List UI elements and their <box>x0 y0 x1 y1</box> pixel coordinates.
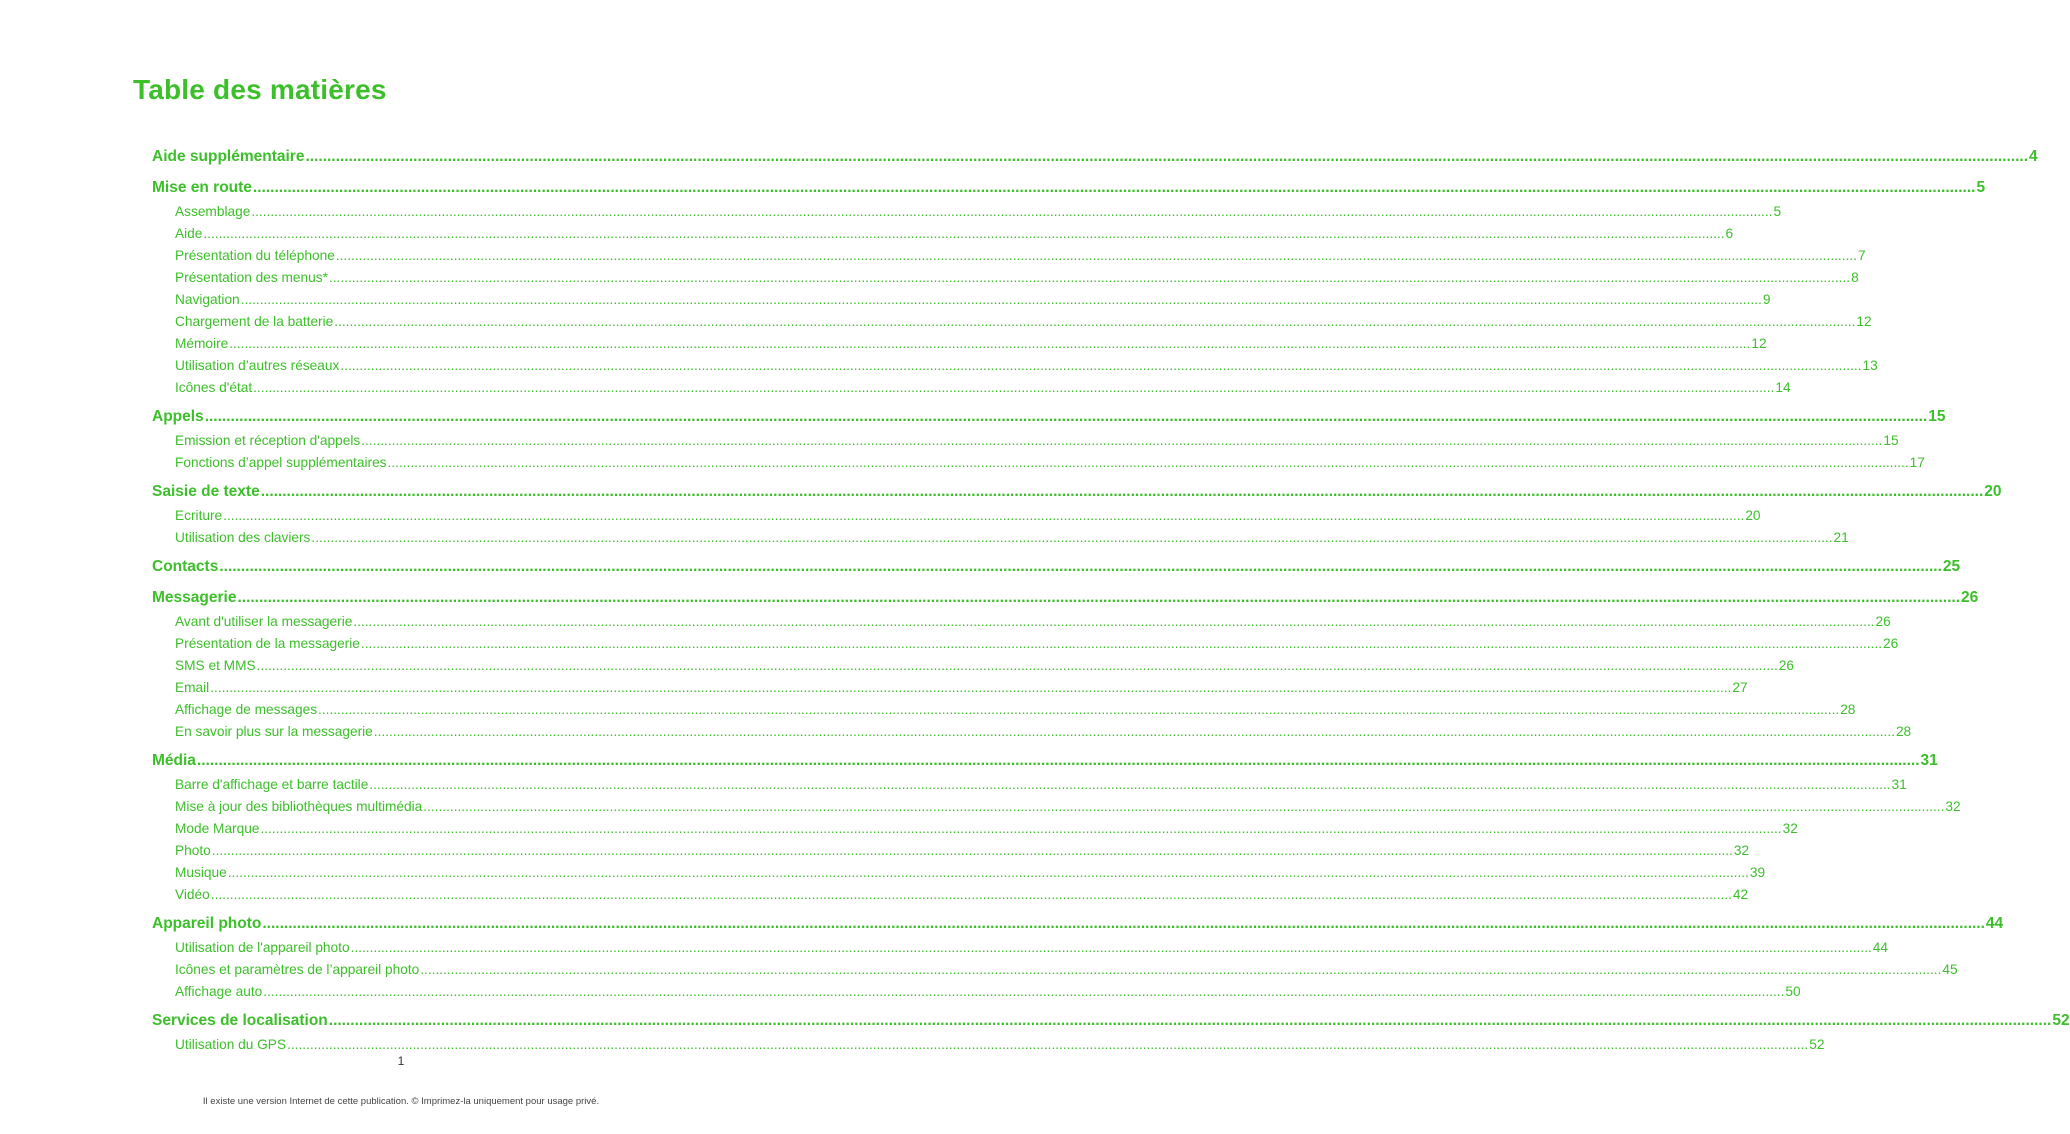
toc-section-label: Musique <box>175 865 227 880</box>
toc-section[interactable] <box>152 611 1891 633</box>
toc-section-label: Mémoire <box>175 336 229 351</box>
toc-section-page: 52 <box>1809 1037 1825 1052</box>
toc-section[interactable] <box>152 633 1899 655</box>
page-number: 1 <box>397 1054 405 1068</box>
toc-section-page: 9 <box>1762 292 1771 307</box>
toc-chapter-page: 44 <box>1985 915 2004 932</box>
toc-section[interactable] <box>152 289 1771 311</box>
leader-dots: ................................................................................................................................................................................................................................................................................................................................................................................................................ <box>227 865 1749 880</box>
toc-section[interactable] <box>152 527 1849 549</box>
toc-section[interactable] <box>152 840 1750 862</box>
toc-chapter-page: 52 <box>2052 1012 2070 1029</box>
toc-chapter-label: Média <box>152 752 196 769</box>
toc-section[interactable] <box>152 774 1907 796</box>
toc-section[interactable] <box>152 655 1794 677</box>
toc-chapter-page: 15 <box>1928 408 1946 425</box>
toc-chapter-page: 4 <box>2029 148 2038 165</box>
toc-section-page: 7 <box>1857 248 1866 263</box>
toc-section-page: 27 <box>1732 680 1748 695</box>
toc-section-page: 32 <box>1782 821 1798 836</box>
toc-chapter-label: Contacts <box>152 558 219 575</box>
leader-dots: ................................................................................................................................................................................................................................................................................................................................................................................................................ <box>229 336 1751 351</box>
toc-section[interactable] <box>152 201 1782 223</box>
toc-section-page: 5 <box>1773 204 1782 219</box>
leader-dots: ................................................................................................................................................................................................................................................................................................................................................................................................................ <box>196 752 1920 769</box>
toc-chapter-label: Mise en route <box>152 179 252 196</box>
leader-dots: ................................................................................................................................................................................................................................................................................................................................................................................................................ <box>204 408 1928 425</box>
toc-section-label: Assemblage <box>175 204 251 219</box>
leader-dots: ................................................................................................................................................................................................................................................................................................................................................................................................................ <box>318 702 1840 717</box>
toc-section[interactable] <box>152 333 1767 355</box>
toc-chapter[interactable] <box>152 1008 2070 1034</box>
toc-section-label: Chargement de la batterie <box>175 314 334 329</box>
toc-section-page: 12 <box>1856 314 1872 329</box>
toc-chapter[interactable] <box>152 748 1938 774</box>
leader-dots: ................................................................................................................................................................................................................................................................................................................................................................................................................ <box>335 248 1857 263</box>
toc-section[interactable] <box>152 245 1866 267</box>
leader-dots: ................................................................................................................................................................................................................................................................................................................................................................................................................ <box>263 984 1785 999</box>
leader-dots: ................................................................................................................................................................................................................................................................................................................................................................................................................ <box>262 915 1985 932</box>
toc-section-page: 6 <box>1725 226 1734 241</box>
toc-section-label: Icônes d'état <box>175 380 253 395</box>
toc-section-page: 42 <box>1732 887 1749 902</box>
toc-section-page: 17 <box>1909 455 1925 470</box>
leader-dots: ................................................................................................................................................................................................................................................................................................................................................................................................................ <box>237 589 1961 606</box>
toc-section-label: Fonctions d’appel supplémentaires <box>175 455 387 470</box>
toc-section-label: Utilisation du GPS <box>175 1037 287 1052</box>
toc-section-page: 21 <box>1833 530 1849 545</box>
toc-section-label: Utilisation de l'appareil photo <box>175 940 350 955</box>
leader-dots: ................................................................................................................................................................................................................................................................................................................................................................................................................ <box>420 962 1942 977</box>
toc-chapter-label: Messagerie <box>152 589 237 606</box>
leader-dots: ................................................................................................................................................................................................................................................................................................................................................................................................................ <box>210 680 1732 695</box>
leader-dots: ................................................................................................................................................................................................................................................................................................................................................................................................................ <box>361 433 1883 448</box>
leader-dots: ................................................................................................................................................................................................................................................................................................................................................................................................................ <box>423 799 1945 814</box>
toc-section-page: 13 <box>1862 358 1878 373</box>
leader-dots: ................................................................................................................................................................................................................................................................................................................................................................................................................ <box>369 777 1891 792</box>
toc-section[interactable] <box>152 699 1856 721</box>
toc-chapter[interactable] <box>152 911 2004 937</box>
toc-section-label: Affichage de messages <box>175 702 318 717</box>
toc-section-page: 28 <box>1895 724 1912 739</box>
toc-section[interactable] <box>152 505 1761 527</box>
toc-chapter[interactable] <box>152 585 1979 611</box>
toc-section-page: 32 <box>1733 843 1750 858</box>
toc-section-label: Barre d'affichage et barre tactile <box>175 777 369 792</box>
toc-section[interactable] <box>152 959 1958 981</box>
toc-chapter-page: 31 <box>1920 752 1938 769</box>
toc-section-page: 12 <box>1751 336 1767 351</box>
leader-dots: ................................................................................................................................................................................................................................................................................................................................................................................................................ <box>373 724 1895 739</box>
toc-chapter-page: 5 <box>1976 179 1986 196</box>
toc-section-page: 32 <box>1945 799 1961 814</box>
leader-dots: ................................................................................................................................................................................................................................................................................................................................................................................................................ <box>311 530 1833 545</box>
toc-section-label: Utilisation d’autres réseaux <box>175 358 340 373</box>
leader-dots: ................................................................................................................................................................................................................................................................................................................................................................................................................ <box>287 1037 1809 1052</box>
toc-section-page: 14 <box>1775 380 1791 395</box>
toc-section-page: 15 <box>1883 433 1899 448</box>
leader-dots: ................................................................................................................................................................................................................................................................................................................................................................................................................ <box>256 658 1778 673</box>
toc-section[interactable] <box>152 267 1859 289</box>
toc-chapter-label: Appels <box>152 408 204 425</box>
toc-section-label: Avant d'utiliser la messagerie <box>175 614 353 629</box>
toc-section-label: En savoir plus sur la messagerie <box>175 724 373 739</box>
toc-section-page: 45 <box>1942 962 1958 977</box>
toc-chapter-page: 25 <box>1942 558 1961 575</box>
toc-section[interactable] <box>152 721 1912 743</box>
toc-section-label: Mise à jour des bibliothèques multimédia <box>175 799 423 814</box>
leader-dots: ................................................................................................................................................................................................................................................................................................................................................................................................................ <box>260 821 1782 836</box>
toc-section-label: Aide <box>175 226 203 241</box>
leader-dots: ................................................................................................................................................................................................................................................................................................................................................................................................................ <box>219 558 1942 575</box>
toc-section-page: 44 <box>1872 940 1888 955</box>
toc-section-page: 50 <box>1785 984 1801 999</box>
toc-section-page: 8 <box>1851 270 1859 285</box>
toc-section-label: Email <box>175 680 210 695</box>
toc-section[interactable] <box>152 1034 1825 1056</box>
toc-section-label: Affichage auto <box>175 984 263 999</box>
toc-section-label: Vidéo <box>175 887 210 902</box>
leader-dots: ................................................................................................................................................................................................................................................................................................................................................................................................................ <box>334 314 1856 329</box>
leader-dots: ................................................................................................................................................................................................................................................................................................................................................................................................................ <box>223 508 1745 523</box>
toc-chapter-label: Saisie de texte <box>152 483 260 500</box>
leader-dots: ................................................................................................................................................................................................................................................................................................................................................................................................................ <box>260 483 1984 500</box>
toc-section-label: Présentation du téléphone <box>175 248 335 263</box>
toc-section-label: Photo <box>175 843 211 858</box>
leader-dots: ................................................................................................................................................................................................................................................................................................................................................................................................................ <box>340 358 1862 373</box>
toc-section[interactable] <box>152 223 1734 245</box>
leader-dots: ................................................................................................................................................................................................................................................................................................................................................................................................................ <box>252 179 1976 196</box>
toc-chapter[interactable] <box>152 144 2038 170</box>
leader-dots: ................................................................................................................................................................................................................................................................................................................................................................................................................ <box>240 292 1762 307</box>
toc-section-label: Présentation de la messagerie <box>175 636 360 651</box>
toc-section[interactable] <box>152 862 1766 884</box>
toc-section[interactable] <box>152 355 1878 377</box>
leader-dots: ................................................................................................................................................................................................................................................................................................................................................................................................................ <box>353 614 1875 629</box>
toc-chapter[interactable] <box>152 479 2002 505</box>
toc-section[interactable] <box>152 818 1798 840</box>
toc-section-page: 28 <box>1840 702 1856 717</box>
leader-dots: ................................................................................................................................................................................................................................................................................................................................................................................................................ <box>387 455 1909 470</box>
toc-section-page: 31 <box>1891 777 1907 792</box>
leader-dots: ................................................................................................................................................................................................................................................................................................................................................................................................................ <box>253 380 1775 395</box>
toc-section[interactable] <box>152 981 1801 1003</box>
toc-section-label: Ecriture <box>175 508 223 523</box>
leader-dots: ................................................................................................................................................................................................................................................................................................................................................................................................................ <box>211 843 1733 858</box>
toc-section-page: 26 <box>1778 658 1794 673</box>
leader-dots: ................................................................................................................................................................................................................................................................................................................................................................................................................ <box>210 887 1732 902</box>
leader-dots: ................................................................................................................................................................................................................................................................................................................................................................................................................ <box>305 148 2029 165</box>
page-title: Table des matières <box>133 74 387 105</box>
toc-chapter-label: Aide supplémentaire <box>152 148 305 165</box>
toc-section-page: 20 <box>1745 508 1761 523</box>
toc-section[interactable] <box>152 377 1791 399</box>
toc-section-label: Présentation des menus* <box>175 270 328 285</box>
leader-dots: ................................................................................................................................................................................................................................................................................................................................................................................................................ <box>328 270 1851 285</box>
toc-chapter[interactable] <box>152 404 1946 430</box>
toc-section-page: 39 <box>1749 865 1766 880</box>
leader-dots: ................................................................................................................................................................................................................................................................................................................................................................................................................ <box>360 636 1883 651</box>
toc-section[interactable] <box>152 311 1872 333</box>
table-of-contents <box>152 144 2070 1056</box>
toc-chapter[interactable] <box>152 554 1961 580</box>
toc-section-label: Emission et réception d'appels <box>175 433 361 448</box>
toc-chapter-page: 26 <box>1961 589 1979 606</box>
toc-section-label: Navigation <box>175 292 240 307</box>
toc-section[interactable] <box>152 884 1749 906</box>
toc-chapter-label: Appareil photo <box>152 915 262 932</box>
toc-chapter-page: 20 <box>1984 483 2002 500</box>
toc-section[interactable] <box>152 796 1961 818</box>
leader-dots: ................................................................................................................................................................................................................................................................................................................................................................................................................ <box>350 940 1872 955</box>
toc-section[interactable] <box>152 452 1925 474</box>
footer-note: Il existe une version Internet de cette publication. © Imprimez-la uniquement pour usage privé. <box>202 1096 600 1107</box>
toc-section-page: 26 <box>1875 614 1891 629</box>
toc-chapter[interactable] <box>152 175 1986 201</box>
toc-section[interactable] <box>152 430 1899 452</box>
toc-section[interactable] <box>152 937 1888 959</box>
toc-section-label: SMS et MMS <box>175 658 256 673</box>
leader-dots: ................................................................................................................................................................................................................................................................................................................................................................................................................ <box>203 226 1725 241</box>
toc-chapter-label: Services de localisation <box>152 1012 328 1029</box>
leader-dots: ................................................................................................................................................................................................................................................................................................................................................................................................................ <box>251 204 1773 219</box>
toc-section-label: Icônes et paramètres de l’appareil photo <box>175 962 420 977</box>
toc-section-page: 26 <box>1883 636 1899 651</box>
toc-section[interactable] <box>152 677 1748 699</box>
leader-dots: ................................................................................................................................................................................................................................................................................................................................................................................................................ <box>328 1012 2052 1029</box>
toc-section-label: Mode Marque <box>175 821 260 836</box>
toc-section-label: Utilisation des claviers <box>175 530 311 545</box>
